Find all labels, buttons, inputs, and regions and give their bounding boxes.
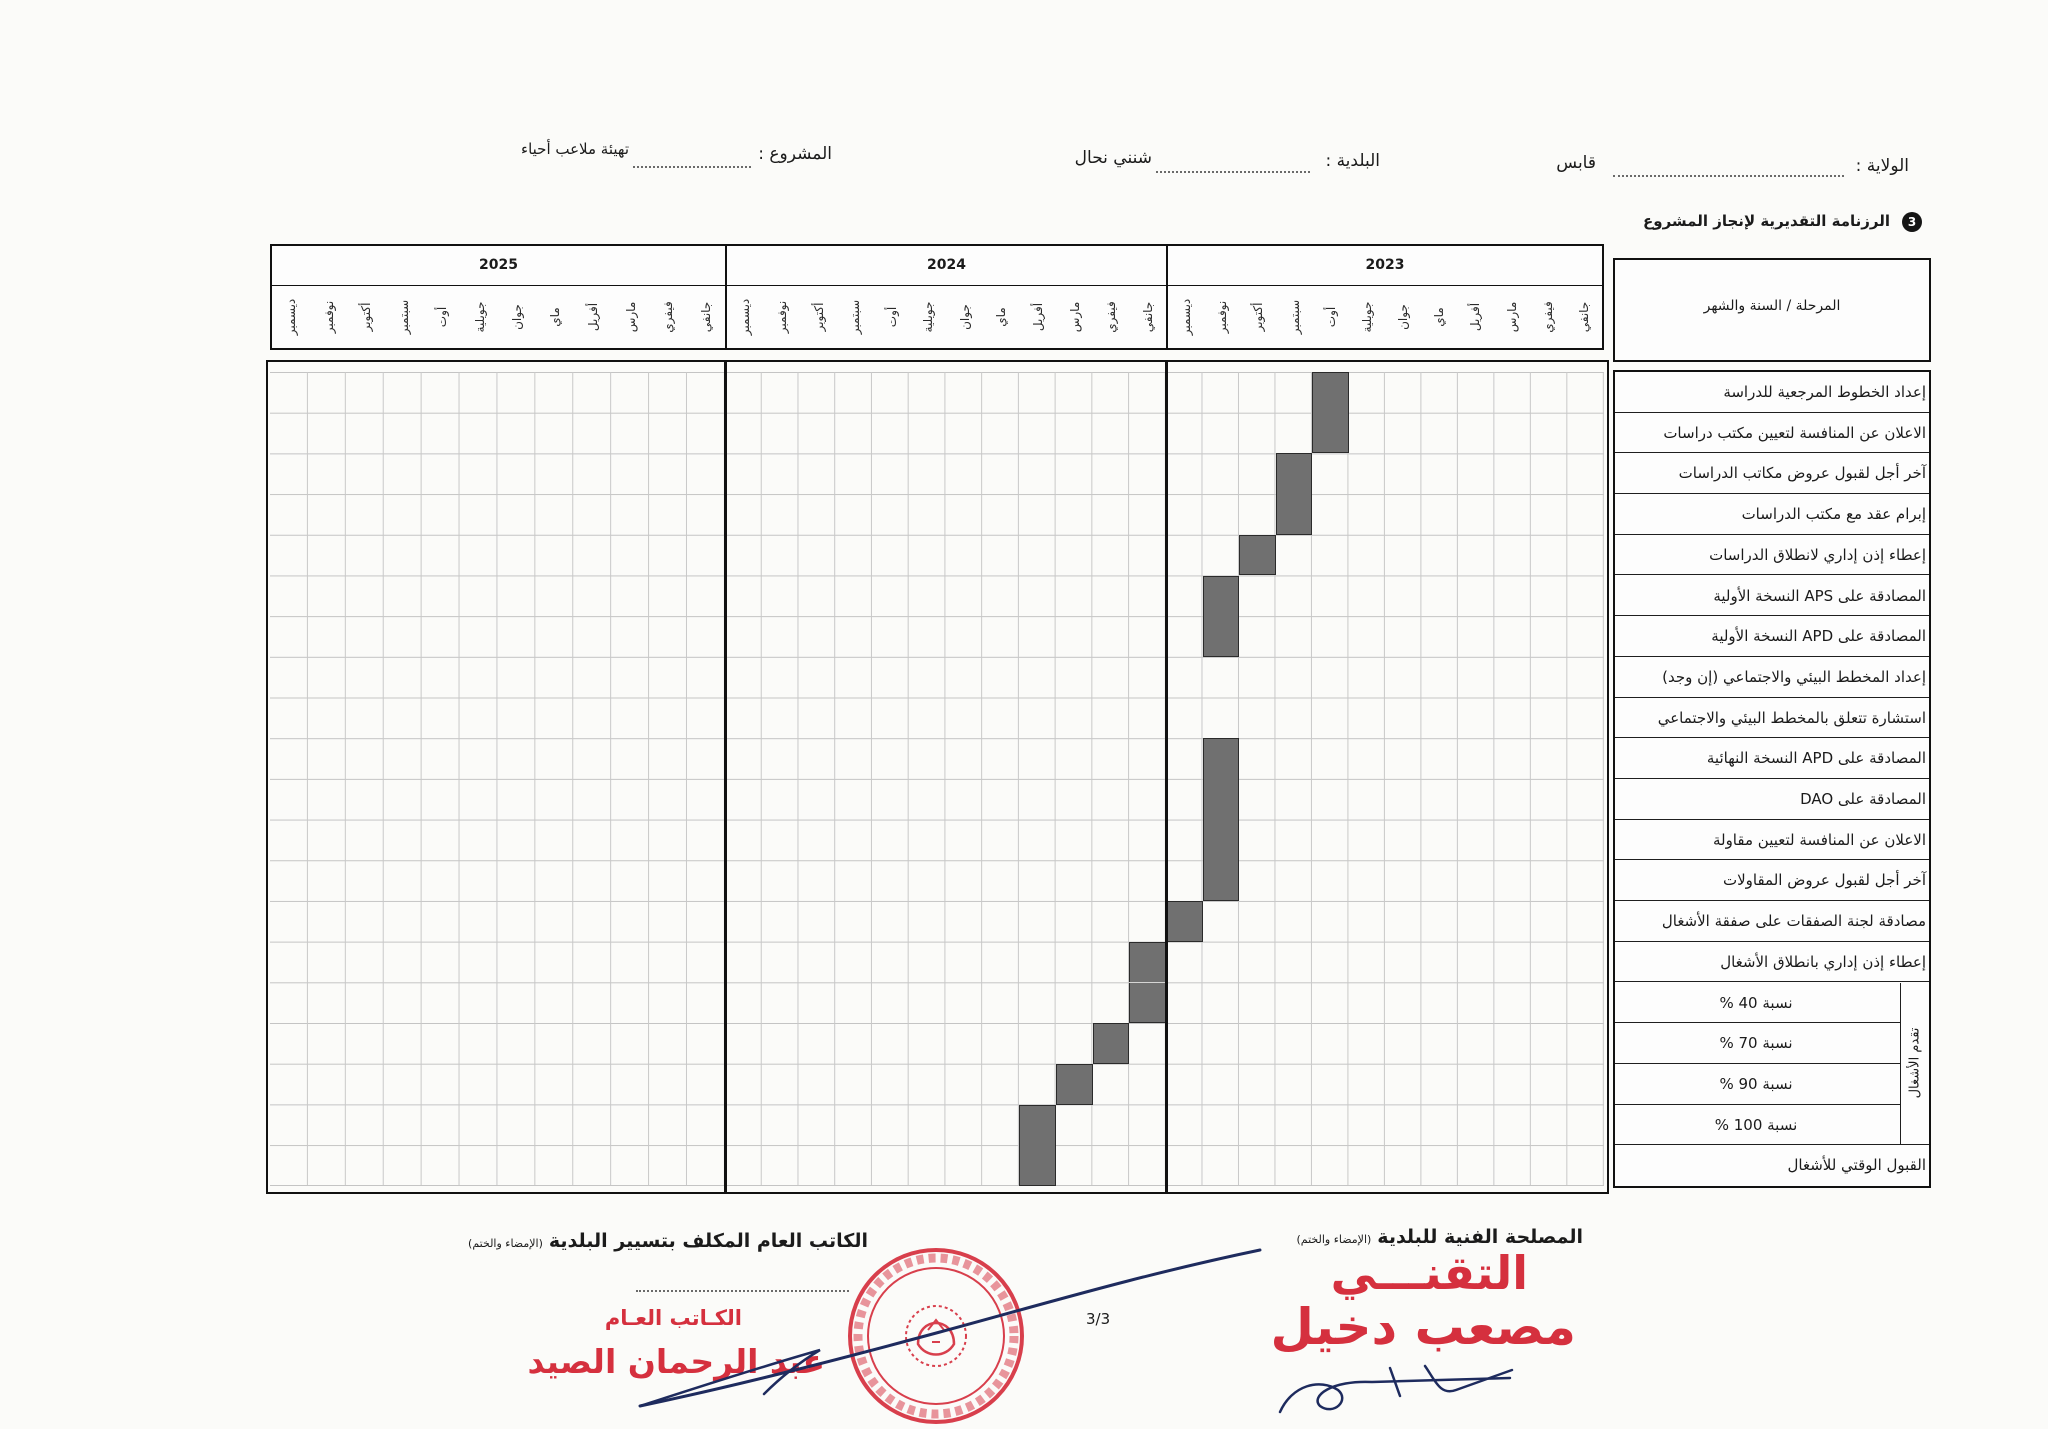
secretary-general-title: الكاتب العام المكلف بتسيير البلدية bbox=[548, 1230, 868, 1252]
stage-label: إعطاء إذن إداري بانطلاق الأشغال bbox=[1615, 942, 1929, 983]
month-column-header bbox=[461, 286, 499, 348]
month-label: ديسمبر bbox=[1179, 298, 1194, 336]
section-number-badge: 3 bbox=[1902, 212, 1922, 232]
month-column-header bbox=[1093, 286, 1130, 348]
month-label: سبتمبر bbox=[1287, 299, 1302, 335]
month-column-header bbox=[1421, 286, 1457, 348]
schedule-bar bbox=[1276, 453, 1313, 494]
month-column-header bbox=[612, 286, 650, 348]
month-label: ماي bbox=[548, 307, 563, 327]
governorate-label: الولاية : bbox=[1855, 156, 1909, 176]
month-column-header bbox=[1056, 286, 1093, 348]
project-label: المشروع : bbox=[758, 144, 832, 164]
technical-service-note: (الإمضاء والختم) bbox=[1296, 1233, 1372, 1246]
month-label: جانفي bbox=[1576, 301, 1591, 333]
month-column-header bbox=[1457, 286, 1493, 348]
schedule-bar bbox=[1129, 942, 1166, 983]
schedule-bar bbox=[1203, 738, 1240, 779]
schedule-bar bbox=[1129, 983, 1166, 1024]
stage-label-column bbox=[1613, 370, 1931, 1188]
month-label: مارس bbox=[1504, 301, 1519, 333]
year-header-2024 bbox=[725, 244, 1168, 350]
month-column-header bbox=[1566, 286, 1602, 348]
month-column-header bbox=[1276, 286, 1312, 348]
month-label: جانفي bbox=[1140, 301, 1155, 333]
stage-label: آخر أجل لقبول عروض مكاتب الدراسات bbox=[1615, 453, 1929, 494]
signature-stroke bbox=[640, 1250, 1260, 1406]
month-column-header bbox=[1168, 286, 1204, 348]
stage-label: الاعلان عن المنافسة لتعيين مكتب دراسات bbox=[1615, 413, 1929, 454]
month-label: ماي bbox=[994, 307, 1009, 327]
technical-service-title: المصلحة الفنية للبلدية bbox=[1377, 1226, 1583, 1248]
month-label: جويلية bbox=[472, 301, 487, 333]
month-column-header bbox=[727, 286, 764, 348]
month-column-header bbox=[385, 286, 423, 348]
secretary-stamp-title: الكـاتب العـام bbox=[604, 1306, 742, 1330]
month-column-header bbox=[650, 286, 688, 348]
month-label: نوفمبر bbox=[321, 300, 336, 334]
month-header-row bbox=[272, 286, 725, 348]
stage-label: المصادقة على DAO bbox=[1615, 779, 1929, 820]
stage-label: استشارة تتعلق بالمخطط البيئي والاجتماعي bbox=[1615, 698, 1929, 739]
month-column-header bbox=[1313, 286, 1349, 348]
stage-label: نسبة 70 % bbox=[1615, 1023, 1900, 1064]
stage-label: مصادقة لجنة الصفقات على صفقة الأشغال bbox=[1615, 901, 1929, 942]
month-label: مارس bbox=[1067, 301, 1082, 333]
schedule-bar bbox=[1276, 494, 1313, 535]
stage-label: إبرام عقد مع مكتب الدراسات bbox=[1615, 494, 1929, 535]
year-divider bbox=[724, 360, 727, 1194]
year-label: 2025 bbox=[272, 246, 725, 286]
month-label: نوفمبر bbox=[1215, 300, 1230, 334]
month-label: ماي bbox=[1432, 307, 1447, 327]
stage-label: نسبة 90 % bbox=[1615, 1064, 1900, 1105]
page-number: 3/3 bbox=[1086, 1310, 1111, 1328]
month-column-header bbox=[910, 286, 947, 348]
year-column-2023 bbox=[1166, 372, 1604, 1186]
month-column-header bbox=[873, 286, 910, 348]
month-column-header bbox=[272, 286, 310, 348]
month-label: جانفي bbox=[699, 301, 714, 333]
month-column-header bbox=[947, 286, 984, 348]
project-fill-line bbox=[633, 166, 751, 168]
month-column-header bbox=[837, 286, 874, 348]
month-label: فيفري bbox=[661, 301, 676, 333]
section-title: الرزنامة التقديرية لإنجاز المشروع bbox=[1643, 212, 1890, 230]
month-label: جويلية bbox=[1359, 301, 1374, 333]
technician-stamp-name: مصعب دخيل bbox=[1270, 1298, 1576, 1356]
technician-stamp-title: التقنـــي bbox=[1330, 1246, 1528, 1300]
month-column-header bbox=[1385, 286, 1421, 348]
month-header-row bbox=[1168, 286, 1602, 348]
month-label: فيفري bbox=[1104, 301, 1119, 333]
stage-label: المصادقة على APD النسخة الأولية bbox=[1615, 616, 1929, 657]
month-label: أفريل bbox=[1468, 302, 1483, 332]
schedule-bar bbox=[1019, 1145, 1056, 1186]
schedule-bar bbox=[1203, 779, 1240, 820]
month-label: أكتوبر bbox=[811, 302, 826, 332]
month-label: أكتوبر bbox=[1251, 302, 1266, 332]
stage-label: نسبة 100 % bbox=[1615, 1105, 1900, 1146]
month-label: أوت bbox=[884, 306, 899, 328]
works-progress-label: تقدم الأشغال bbox=[1907, 1027, 1923, 1099]
month-label: أفريل bbox=[1030, 302, 1045, 332]
schedule-bar bbox=[1203, 820, 1240, 861]
month-label: سبتمبر bbox=[397, 299, 412, 335]
signatures-overlay bbox=[520, 1220, 1580, 1425]
stage-label: الاعلان عن المنافسة لتعيين مقاولة bbox=[1615, 820, 1929, 861]
stage-label: نسبة 40 % bbox=[1615, 983, 1900, 1024]
month-label: فيفري bbox=[1540, 301, 1555, 333]
year-header-2023 bbox=[1166, 244, 1604, 350]
schedule-bar bbox=[1203, 860, 1240, 901]
governorate-fill-line bbox=[1613, 175, 1844, 177]
month-column-header bbox=[499, 286, 537, 348]
schedule-bar bbox=[1166, 901, 1203, 942]
month-label: ديسمبر bbox=[283, 298, 298, 336]
month-column-header bbox=[348, 286, 386, 348]
year-column-2024 bbox=[725, 372, 1166, 1186]
month-header-row bbox=[727, 286, 1166, 348]
month-column-header bbox=[800, 286, 837, 348]
month-column-header bbox=[1493, 286, 1529, 348]
month-label: أوت bbox=[434, 306, 449, 328]
year-label: 2023 bbox=[1168, 246, 1602, 286]
month-column-header bbox=[574, 286, 612, 348]
stage-label: إعطاء إذن إداري لانطلاق الدراسات bbox=[1615, 535, 1929, 576]
year-column-2025 bbox=[270, 372, 725, 1186]
month-column-header bbox=[764, 286, 801, 348]
month-column-header bbox=[1204, 286, 1240, 348]
stage-column-header-label: المرحلة / السنة والشهر bbox=[1703, 298, 1841, 314]
works-progress-group bbox=[1900, 983, 1929, 1146]
month-label: جويلية bbox=[921, 301, 936, 333]
year-divider bbox=[1165, 360, 1168, 1194]
signature-stroke bbox=[640, 1350, 820, 1406]
secretary-general-note: (الإمضاء والختم) bbox=[468, 1237, 543, 1250]
schedule-bar bbox=[1019, 1105, 1056, 1146]
month-label: مارس bbox=[623, 301, 638, 333]
stage-label: المصادقة على APD النسخة النهائية bbox=[1615, 738, 1929, 779]
schedule-bar bbox=[1203, 616, 1240, 657]
month-column-header bbox=[423, 286, 461, 348]
month-label: جوان bbox=[1396, 304, 1411, 330]
month-column-header bbox=[1349, 286, 1385, 348]
stage-label: المصادقة على APS النسخة الأولية bbox=[1615, 576, 1929, 617]
month-label: جوان bbox=[510, 304, 525, 330]
month-label: سبتمبر bbox=[848, 299, 863, 335]
month-column-header bbox=[310, 286, 348, 348]
stage-label: إعداد المخطط البيئي والاجتماعي (إن وجد) bbox=[1615, 657, 1929, 698]
month-column-header bbox=[983, 286, 1020, 348]
secretary-stamp-name: عبد الرحمان الصيد bbox=[527, 1342, 825, 1381]
schedule-bar bbox=[1239, 535, 1276, 576]
schedule-bar bbox=[1312, 372, 1349, 413]
month-label: أوت bbox=[1323, 306, 1338, 328]
schedule-bar bbox=[1093, 1023, 1130, 1064]
municipality-fill-line bbox=[1156, 171, 1310, 173]
project-value: تهيئة ملاعب أحياء bbox=[521, 140, 629, 158]
municipality-label: البلدية : bbox=[1325, 151, 1380, 171]
month-column-header bbox=[1020, 286, 1057, 348]
month-label: ديسمبر bbox=[738, 298, 753, 336]
stage-column-header bbox=[1613, 258, 1931, 362]
schedule-bar bbox=[1203, 576, 1240, 617]
month-column-header bbox=[1530, 286, 1566, 348]
stage-label: آخر أجل لقبول عروض المقاولات bbox=[1615, 860, 1929, 901]
month-column-header bbox=[687, 286, 725, 348]
year-header-2025 bbox=[270, 244, 727, 350]
stage-label: القبول الوقتي للأشغال bbox=[1787, 1156, 1926, 1175]
month-column-header bbox=[1129, 286, 1166, 348]
municipality-value: شنني نحال bbox=[1074, 148, 1152, 168]
month-label: أكتوبر bbox=[359, 302, 374, 332]
month-label: نوفمبر bbox=[774, 300, 789, 334]
month-column-header bbox=[1240, 286, 1276, 348]
schedule-bar bbox=[1056, 1064, 1093, 1105]
stage-label: إعداد الخطوط المرجعية للدراسة bbox=[1615, 372, 1929, 413]
schedule-bar bbox=[1312, 413, 1349, 454]
month-column-header bbox=[536, 286, 574, 348]
month-label: أفريل bbox=[585, 302, 600, 332]
governorate-value: قابس bbox=[1556, 153, 1596, 173]
month-label: جوان bbox=[957, 304, 972, 330]
year-label: 2024 bbox=[727, 246, 1166, 286]
